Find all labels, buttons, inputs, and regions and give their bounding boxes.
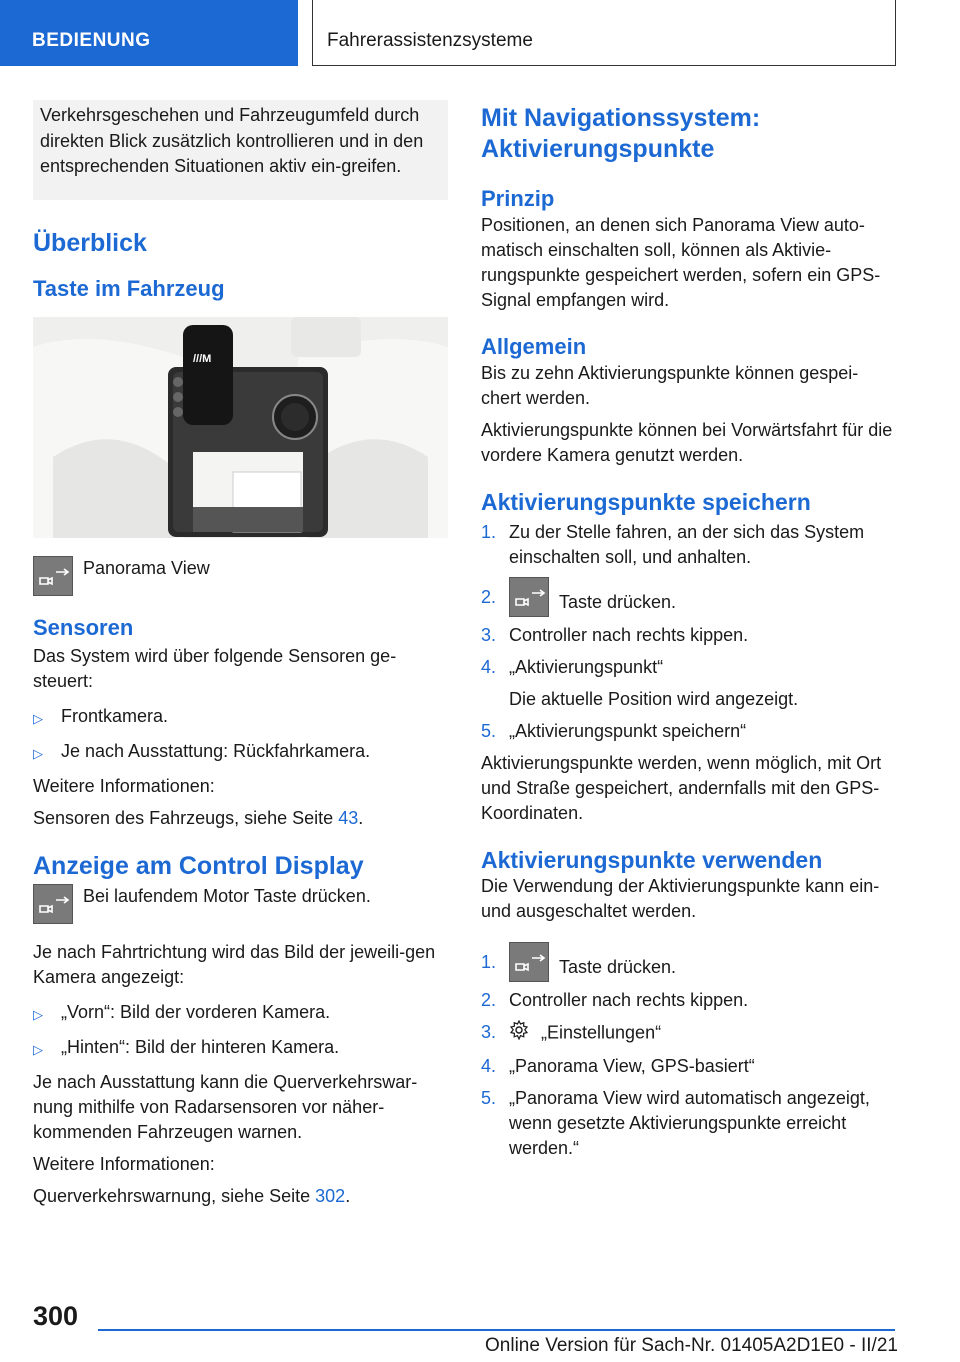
button-heading: Taste im Fahrzeug (33, 275, 225, 301)
page-number: 300 (33, 1301, 79, 1331)
list-item: 4. „Aktivierungspunkt“ Die aktuelle Position wird angezeigt. (481, 657, 799, 709)
panorama-view-caption: Panorama View (83, 557, 210, 578)
page-link-302[interactable]: 302 (315, 1185, 346, 1206)
general-text-2: Aktivierungspunkte können bei Vorwärtsfahrt für die vordere Kamera genutzt werden. (481, 420, 893, 465)
page-header (0, 0, 960, 66)
chapter-title: Fahrerassistenzsysteme (312, 0, 896, 66)
list-item: ▷ Je nach Ausstattung: Rückfahrkamera. (33, 739, 448, 766)
panorama-view-camera-icon (509, 577, 549, 617)
direction-text: Je nach Fahrtrichtung wird das Bild der jeweili-gen Kamera angezeigt: (33, 941, 436, 987)
display-key-row (33, 884, 448, 924)
use-text: Die Verwendung der Aktivierungspunkte kann ein- und ausgeschaltet werden. (481, 876, 880, 921)
list-item: 5. „Panorama View wird automatisch angezeigt, wenn gesetzte Aktivierungspunkte erreicht werden.“ (481, 1088, 870, 1158)
general-text-1: Bis zu zehn Aktivierungspunkte können gespei-chert werden. (481, 363, 859, 408)
general-heading: Allgemein (481, 334, 587, 359)
list-item: ▷ „Hinten“: Bild der hinteren Kamera. (33, 1035, 448, 1062)
panorama-view-camera-icon (509, 942, 549, 982)
section-tab: BEDIENUNG (0, 0, 298, 66)
display-heading: Anzeige am Control Display (33, 851, 364, 880)
list-item: 4. „Panorama View, GPS-basiert“ (481, 1056, 755, 1076)
sensors-reference: Sensoren des Fahrzeugs, siehe Seite 43. (33, 807, 364, 828)
gear-icon (509, 1020, 533, 1047)
list-item: 3. Controller nach rechts kippen. (481, 625, 749, 645)
more-info-label: Weitere Informationen: (33, 775, 215, 796)
principle-heading: Prinzip (481, 186, 555, 211)
list-item: 3. „Einstellungen“ (481, 1020, 895, 1047)
display-icon-text: Bei laufendem Motor Taste drücken. (83, 885, 371, 906)
right-column (481, 103, 895, 1168)
triangle-bullet-icon: ▷ (33, 1006, 43, 1022)
list-item: ▷ Frontkamera. (33, 704, 448, 731)
footer-divider (98, 1329, 895, 1331)
save-heading: Aktivierungspunkte speichern (481, 489, 811, 515)
overview-heading: Überblick (33, 228, 147, 257)
cross-traffic-text: Je nach Ausstattung kann die Querverkehrswar-nung mithilfe von Radarsensoren vor näher-kommenden Fahrzeugen warnen. (33, 1071, 418, 1142)
principle-text: Positionen, an denen sich Panorama View auto-matisch einschalten soll, können als Aktivie-rungspunkte gespeichert werden, sofern ein GPS-Signal empfangen wird. (481, 215, 881, 310)
triangle-bullet-icon: ▷ (33, 745, 43, 761)
left-column (33, 100, 448, 1216)
list-item: ▷ „Vorn“: Bild der vorderen Kamera. (33, 1000, 448, 1027)
list-item: 5. „Aktivierungspunkt speichern“ (481, 721, 747, 741)
list-item: 2. Controller nach rechts kippen. (481, 990, 749, 1010)
panorama-view-camera-icon (33, 556, 73, 596)
use-heading: Aktivierungspunkte verwenden (481, 847, 823, 873)
panorama-view-key-row (33, 556, 448, 596)
sensors-heading: Sensoren (33, 614, 134, 640)
center-console-image (33, 317, 448, 538)
safety-note: Verkehrsgeschehen und Fahrzeugumfeld durch direkten Blick zusätzlich kontrollieren und in den entsprechenden Situationen aktiv ein-greifen. (33, 100, 448, 200)
panorama-view-camera-icon (33, 884, 73, 924)
navigation-heading: Mit Navigationssystem: Aktivierungspunkte (481, 104, 761, 163)
list-item: 1. Zu der Stelle fahren, an der sich das System einschalten soll, und anhalten. (481, 522, 865, 567)
save-text: Aktivierungspunkte werden, wenn möglich, mit Ort und Straße gespeichert, andernfalls mit den GPS-Koordinaten. (481, 753, 882, 823)
list-item: 2. Taste drücken. (481, 577, 895, 617)
cross-traffic-reference: Querverkehrswarnung, siehe Seite 302. (33, 1185, 351, 1206)
page-link-43[interactable]: 43 (338, 807, 359, 828)
list-item: 1. Taste drücken. (481, 942, 895, 982)
center-console-illustration (33, 317, 448, 538)
sensors-text: Das System wird über folgende Sensoren ge-steuert: (33, 645, 397, 691)
triangle-bullet-icon: ▷ (33, 1041, 43, 1057)
svg-text:///M: ///M (193, 352, 212, 365)
more-info-label: Weitere Informationen: (33, 1153, 215, 1174)
footer-version-text: Online Version für Sach-Nr. 01405A2D1E0 - II/21 (485, 1335, 898, 1356)
triangle-bullet-icon: ▷ (33, 710, 43, 726)
